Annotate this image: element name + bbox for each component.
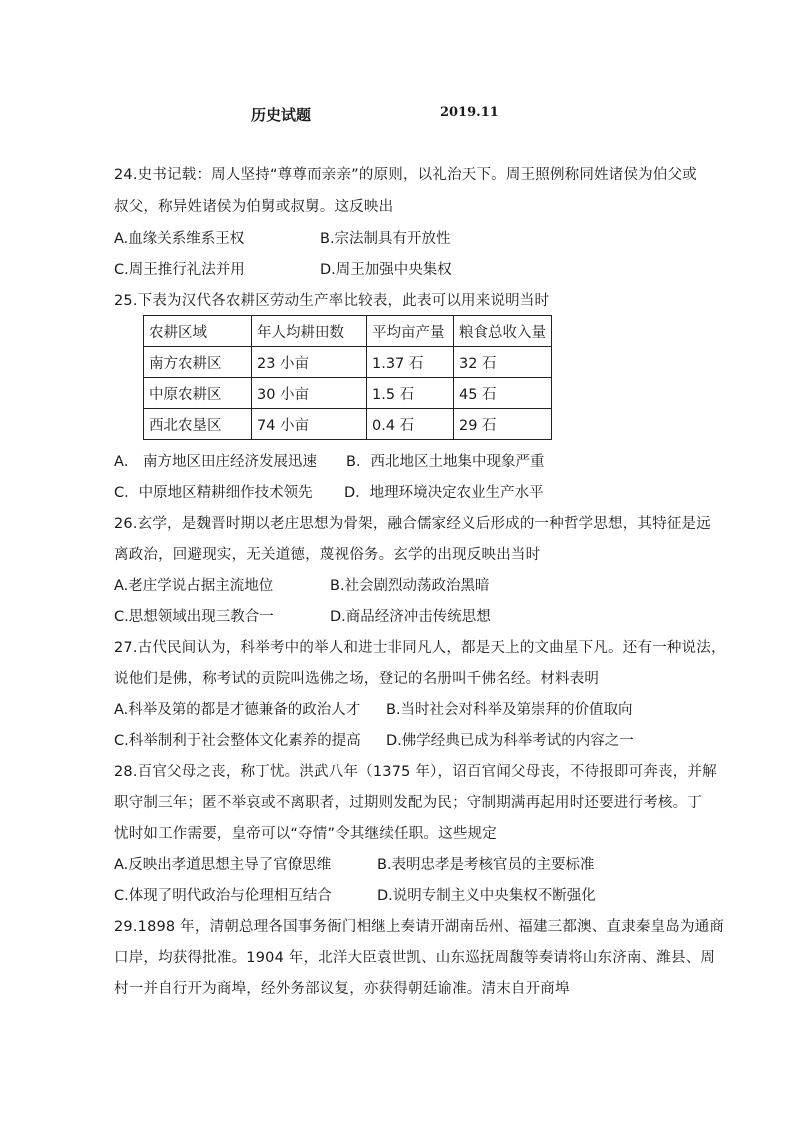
question-text: 忧时如工作需要，皇帝可以“夺情”令其继续任职。这些规定 <box>114 826 497 842</box>
option-b: B.宗法制具有开放性 <box>320 231 451 247</box>
table-row <box>144 378 552 409</box>
option-a: A． 南方地区田庄经济发展迅速 <box>114 454 318 470</box>
table-cell: 0.4 石 <box>367 409 454 440</box>
table-cell: 1.5 石 <box>367 378 454 409</box>
question-text: 职守制三年；匿不举哀或不离职者，过期则发配为民；守制期满再起用时还要进行考核。丁 <box>114 795 702 811</box>
table-cell: 29 石 <box>454 409 552 440</box>
productivity-table <box>143 315 552 440</box>
table-cell: 南方农耕区 <box>144 347 252 378</box>
question-text: 离政治，回避现实，无关道德，蔑视俗务。玄学的出现反映出当时 <box>114 547 541 563</box>
question-text: 说他们是佛，称考试的贡院叫选佛之场，登记的名册叫千佛名经。材料表明 <box>114 671 600 687</box>
option-c: C.思想领域出现三教合一 <box>114 609 274 625</box>
option-c: C.周王推行礼法并用 <box>114 262 245 278</box>
option-d: D.说明专制主义中央集权不断强化 <box>377 888 596 904</box>
question-text: 口岸，均获得批准。1904 年，北洋大臣袁世凯、山东巡抚周馥等奏请将山东济南、潍县、周 <box>114 950 716 966</box>
option-a: A.血缘关系维系王权 <box>114 231 245 247</box>
question-text: 25.下表为汉代各农耕区劳动生产率比较表，此表可以用来说明当时 <box>114 293 550 309</box>
exam-date: 2019.11 <box>440 105 499 120</box>
option-c: C.体现了明代政治与伦理相互结合 <box>114 888 332 904</box>
table-header-cell: 平均亩产量 <box>367 316 454 347</box>
table-cell: 西北农垦区 <box>144 409 252 440</box>
table-row <box>144 347 552 378</box>
table-header-row <box>144 316 552 347</box>
option-b: B.当时社会对科举及第崇拜的价值取向 <box>386 702 633 718</box>
question-text: 24.史书记载：周人坚持“尊尊而亲亲”的原则，以礼治天下。周王照例称同姓诸侯为伯父或 <box>114 167 697 183</box>
table-cell: 23 小亩 <box>252 347 367 378</box>
option-c: C.科举制利于社会整体文化素养的提高 <box>114 733 361 749</box>
question-text: 叔父，称异姓诸侯为伯舅或叔舅。这反映出 <box>114 199 394 215</box>
question-text: 村一并自行开为商埠，经外务部议复，亦获得朝廷谕准。清末自开商埠 <box>114 981 570 997</box>
table-header-cell: 年人均耕田数 <box>252 316 367 347</box>
question-text: 29.1898 年，清朝总理各国事务衙门相继上奏请开湖南岳州、福建三都澳、直隶秦皇岛为通商 <box>114 919 725 935</box>
table-header-cell: 粮食总收入量 <box>454 316 552 347</box>
question-text: 27.古代民间认为，科举考中的举人和进士非同凡人，都是天上的文曲星下凡。还有一种说法， <box>114 640 726 656</box>
table-cell: 30 小亩 <box>252 378 367 409</box>
table-cell: 中原农耕区 <box>144 378 252 409</box>
question-text: 28.百官父母之丧，称丁忧。洪武八年（1375 年），诏百官闻父母丧，不待报即可奔丧，并解 <box>114 764 717 780</box>
option-b: B.社会剧烈动荡政治黑暗 <box>330 578 490 594</box>
option-b: B.表明忠孝是考核官员的主要标准 <box>377 857 595 873</box>
question-text: 26.玄学，是魏晋时期以老庄思想为骨架，融合儒家经义后形成的一种哲学思想，其特征是远 <box>114 516 711 532</box>
table-cell: 45 石 <box>454 378 552 409</box>
option-a: A.科举及第的都是才德兼备的政治人才 <box>114 702 361 718</box>
option-d: D．地理环境决定农业生产水平 <box>344 485 544 501</box>
table-header-cell: 农耕区域 <box>144 316 252 347</box>
option-a: A.老庄学说占据主流地位 <box>114 578 274 594</box>
exam-title: 历史试题 <box>251 106 312 124</box>
table-cell: 74 小亩 <box>252 409 367 440</box>
table-cell: 1.37 石 <box>367 347 454 378</box>
option-a: A.反映出孝道思想主导了官僚思维 <box>114 857 332 873</box>
table-row <box>144 409 552 440</box>
option-b: B．西北地区土地集中现象严重 <box>346 454 545 470</box>
option-d: D.周王加强中央集权 <box>320 262 452 278</box>
option-d: D.商品经济冲击传统思想 <box>330 609 491 625</box>
option-d: D.佛学经典已成为科举考试的内容之一 <box>386 733 634 749</box>
table-cell: 32 石 <box>454 347 552 378</box>
option-c: C．中原地区精耕细作技术领先 <box>114 485 313 501</box>
